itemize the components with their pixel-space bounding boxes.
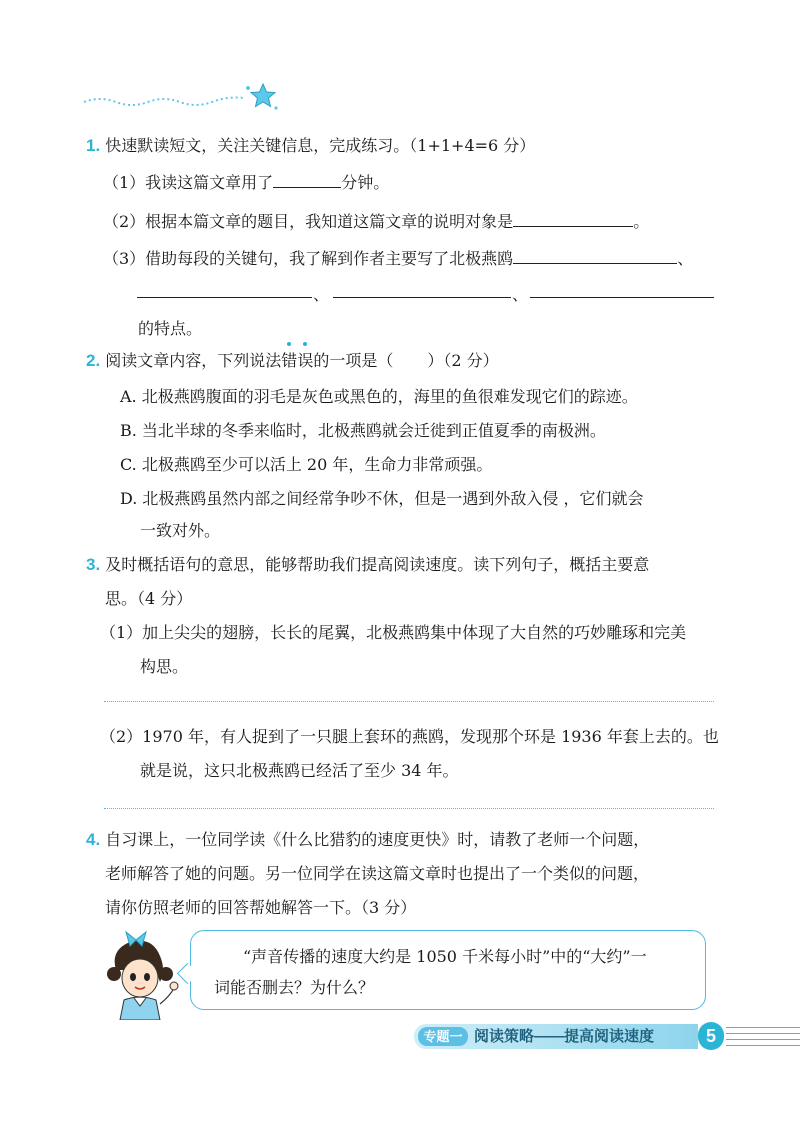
q1-part2-blank[interactable]: [513, 210, 633, 227]
q3-answer-line-2[interactable]: [104, 808, 714, 809]
q4-number: 4.: [86, 830, 101, 849]
emphasis-mark: 误: [297, 348, 313, 371]
q1-part3: （3）借助每段的关键句，我了解到作者主要写了北极燕鸥 、: [103, 249, 694, 268]
q3-sentence-1-cont: 构思。: [140, 657, 189, 676]
q2-option-d: D. 北极燕鸥虽然内部之间经常争吵不休，但是一遇到外敌入侵 ，它们就会: [120, 489, 644, 508]
q1-part1-blank[interactable]: [273, 171, 341, 188]
q3-stem: 及时概括语句的意思，能够帮助我们提高阅读速度。读下列句子，概括主要意: [105, 555, 650, 574]
q1-part3-blank-1[interactable]: [513, 247, 677, 264]
footer-tag: 专题一: [418, 1027, 468, 1046]
q3-answer-line-1[interactable]: [104, 701, 714, 702]
header-decoration: [80, 80, 280, 114]
q3-stem-line: [86, 552, 649, 575]
q1-part3-blank-4[interactable]: [530, 297, 714, 298]
q2-option-d-cont: 一致对外。: [140, 521, 221, 540]
q1-part3-blank-3[interactable]: [333, 297, 511, 298]
q1-part3-sep: 、: [313, 285, 330, 304]
q1-part3-sep: 、: [512, 285, 529, 304]
q2-number: 2.: [86, 351, 101, 370]
q4-line-2: 老师解答了她的问题。另一位同学在读这篇文章时也提出了一个类似的问题，: [105, 864, 650, 883]
emphasis-mark: 错: [281, 348, 297, 371]
q3-number: 3.: [86, 555, 101, 574]
bubble-text-line-1: “声音传播的速度大约是 1050 千米每小时”中的“大约”一: [243, 947, 647, 966]
girl-icon: [96, 930, 186, 1020]
q4-line-3: 请你仿照老师的回答帮她解答一下。（3 分）: [105, 898, 417, 917]
speech-bubble: [190, 930, 706, 1010]
q2-option-a: A. 北极燕鸥腹面的羽毛是灰色或黑色的，海里的鱼很难发现它们的踪迹。: [120, 387, 638, 406]
q3-sentence-2-cont: 就是说，这只北极燕鸥已经活了至少 34 年。: [140, 761, 459, 780]
bubble-text-line-2: 词能否删去？为什么？: [214, 978, 375, 997]
q3-sentence-1: （1）加上尖尖的翅膀，长长的尾翼，北极燕鸥集中体现了大自然的巧妙雕琢和完美: [100, 623, 687, 642]
footer-lines: [726, 1027, 800, 1051]
footer-title: 阅读策略——提高阅读速度: [474, 1028, 655, 1045]
q4-stem: 自习课上，一位同学读《什么比猎豹的速度更快》时，请教了老师一个问题，: [105, 830, 650, 849]
q1-part3-end: 的特点。: [138, 319, 203, 338]
q2-stem-line: [86, 348, 499, 371]
q4-line-1: [86, 827, 649, 850]
q2-option-c: C. 北极燕鸥至少可以活上 20 年，生命力非常顽强。: [120, 455, 493, 474]
q3-sentence-2: （2）1970 年，有人捉到了一只腿上套环的燕鸥，发现那个环是 1936 年套上去的。也: [100, 727, 719, 746]
q1-part3-blank-2[interactable]: [137, 297, 312, 298]
q1-stem-line: [86, 133, 535, 156]
q1-number: 1.: [86, 136, 101, 155]
star-icon: [251, 84, 275, 107]
q3-stem-cont: 思。（4 分）: [105, 589, 193, 608]
q1-part1: （1）我读这篇文章用了 分钟。: [103, 173, 390, 192]
q1-stem: 快速默读短文，关注关键信息，完成练习。（1+1+4=6 分）: [105, 136, 536, 155]
q2-option-b: B. 当北半球的冬季来临时，北极燕鸥就会迁徙到正值夏季的南极洲。: [120, 421, 606, 440]
page-number: 5: [698, 1022, 724, 1050]
q2-stem: 阅读文章内容，下列说法错误的一项是（ ）（2 分）: [105, 351, 498, 370]
q1-part2: （2）根据本篇文章的题目，我知道这篇文章的说明对象是 。: [103, 212, 650, 231]
